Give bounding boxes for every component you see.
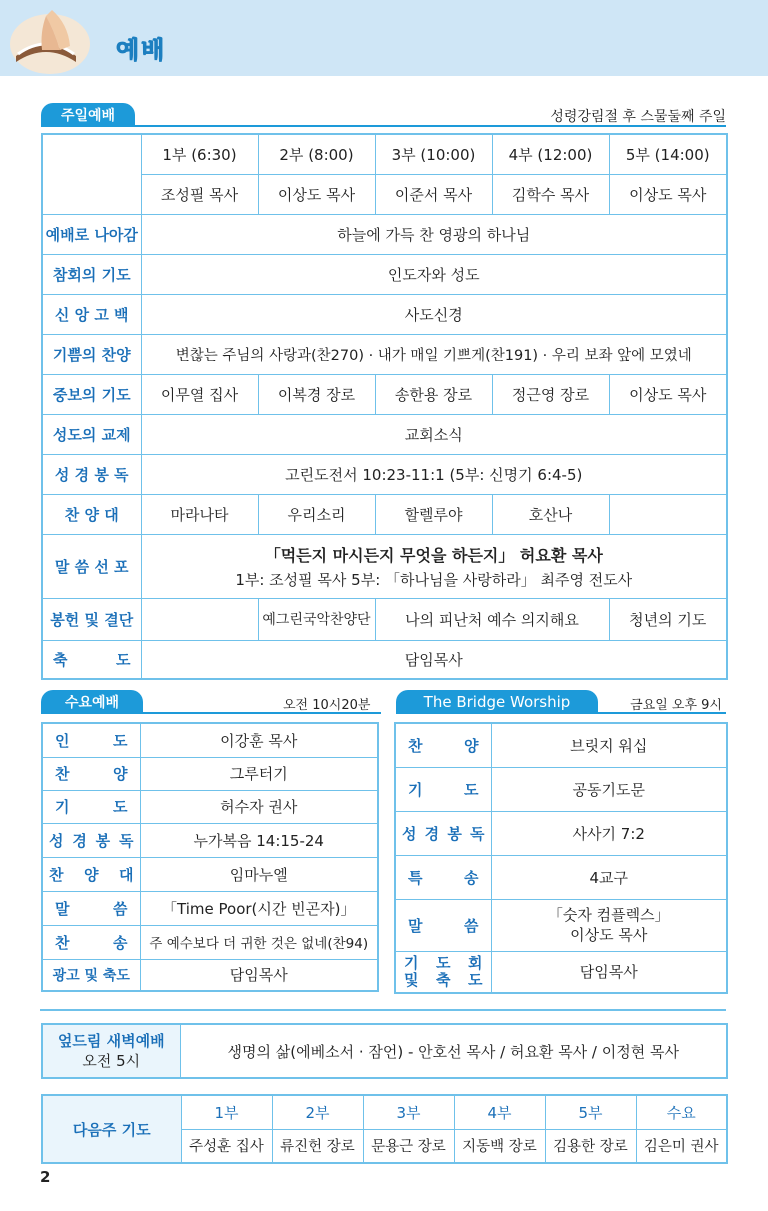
sermon-row <box>42 534 727 598</box>
row-value <box>491 899 727 951</box>
row-label: 중보의 기도 <box>42 374 141 414</box>
page-number: 2 <box>40 1168 51 1186</box>
row-value: 그루터기 <box>140 757 378 790</box>
table-row <box>395 723 727 767</box>
wednesday-worship-table <box>41 722 379 992</box>
service-time: 5부 (14:00) <box>609 134 727 174</box>
choir-name: 우리소리 <box>258 494 375 534</box>
row-value: 사사기 7:2 <box>491 811 727 855</box>
row-label: 찬 양 <box>395 723 491 767</box>
bridge-worship-table <box>394 722 728 994</box>
row-label: 성 경 봉 독 <box>42 823 140 857</box>
column-header: 수요 <box>636 1095 727 1129</box>
table-row <box>395 767 727 811</box>
creed-row <box>42 294 727 334</box>
sermon-speaker: 이상도 목사 <box>570 926 648 944</box>
prayer-leader: 이복경 장로 <box>258 374 375 414</box>
prayer-name: 류진헌 장로 <box>272 1129 363 1163</box>
column-header: 5부 <box>545 1095 636 1129</box>
row-label-line2: 및 축 도 <box>404 970 483 989</box>
table-row <box>42 757 378 790</box>
row-label: 특 송 <box>395 855 491 899</box>
table-row <box>395 951 727 993</box>
row-value: 담임목사 <box>140 959 378 991</box>
column-header: 3부 <box>363 1095 454 1129</box>
row-value: 공동기도문 <box>491 767 727 811</box>
table-row <box>42 1024 727 1078</box>
sermon-subtitle: 1부: 조성필 목사 5부: 「하나님을 사랑하라」 최주영 전도사 <box>235 570 633 589</box>
sunday-subtitle: 성령강림절 후 스물둘째 주일 <box>550 109 726 125</box>
row-value: 4교구 <box>491 855 727 899</box>
table-row <box>42 857 378 891</box>
service-time: 4부 (12:00) <box>492 134 609 174</box>
offering-item: 예그린국악찬양단 <box>258 598 375 640</box>
choir-name: 호산나 <box>492 494 609 534</box>
prayer-name: 문용근 장로 <box>363 1129 454 1163</box>
prayer-leader: 송한용 장로 <box>375 374 492 414</box>
row-label: 기 도 <box>395 767 491 811</box>
prayer-name: 지동백 장로 <box>454 1129 545 1163</box>
sunday-worship-table <box>41 133 728 680</box>
service-pastor: 조성필 목사 <box>141 174 258 214</box>
intercession-row <box>42 374 727 414</box>
row-label: 찬 송 <box>42 925 140 959</box>
hymn-row <box>42 334 727 374</box>
row-label: 말 씀 선 포 <box>42 534 141 598</box>
offering-item: 나의 피난처 예수 의지해요 <box>375 598 609 640</box>
row-label: 찬 양 대 <box>42 494 141 534</box>
service-time: 3부 (10:00) <box>375 134 492 174</box>
service-time-row <box>42 134 727 174</box>
row-label: 참회의 기도 <box>42 254 141 294</box>
offering-item: 청년의 기도 <box>609 598 727 640</box>
sermon-title: 「먹든지 마시든지 무엇을 하든지」 허요환 목사 <box>264 545 603 565</box>
row-label: 축 도 <box>42 640 141 679</box>
wednesday-worship-tab: 수요예배 <box>41 690 143 714</box>
column-header: 4부 <box>454 1095 545 1129</box>
scripture-row <box>42 454 727 494</box>
offering-item <box>141 598 258 640</box>
row-value: 브릿지 워십 <box>491 723 727 767</box>
row-value: 누가복음 14:15-24 <box>140 823 378 857</box>
sermon-cell <box>141 534 727 598</box>
next-week-label: 다음주 기도 <box>42 1095 181 1163</box>
choir-name <box>609 494 727 534</box>
choir-name: 마라나타 <box>141 494 258 534</box>
table-row <box>395 811 727 855</box>
row-label: 성 경 봉 독 <box>42 454 141 494</box>
dawn-time: 오전 5시 <box>82 1052 141 1070</box>
row-label: 기 도 <box>42 790 140 823</box>
dawn-label-cell <box>42 1024 180 1078</box>
row-value: 임마누엘 <box>140 857 378 891</box>
table-row <box>42 891 378 925</box>
column-header: 1부 <box>181 1095 272 1129</box>
row-value: 「Time Poor(시간 빈곤자)」 <box>140 891 378 925</box>
page-title: 예배 <box>116 36 167 64</box>
row-value: 주 예수보다 더 귀한 것은 없네(찬94) <box>140 925 378 959</box>
table-row <box>42 790 378 823</box>
prayer-leader: 이무열 집사 <box>141 374 258 414</box>
row-value: 이강훈 목사 <box>140 723 378 757</box>
choir-row <box>42 494 727 534</box>
row-label <box>395 951 491 993</box>
next-week-prayer-table <box>41 1094 728 1164</box>
column-header: 2부 <box>272 1095 363 1129</box>
blank-corner-cell <box>42 134 141 214</box>
row-label: 신 앙 고 백 <box>42 294 141 334</box>
row-value: 교회소식 <box>141 414 727 454</box>
row-label: 기쁨의 찬양 <box>42 334 141 374</box>
row-value: 변찮는 주님의 사랑과(찬270) · 내가 매일 기쁘게(찬191) · 우리 보좌 앞에 모였네 <box>141 334 727 374</box>
row-label: 말 씀 <box>395 899 491 951</box>
row-value: 허수자 권사 <box>140 790 378 823</box>
row-label-line1: 기 도 회 <box>404 953 483 972</box>
sunday-worship-tab: 주일예배 <box>41 103 135 127</box>
row-value: 하늘에 가득 찬 영광의 하나님 <box>141 214 727 254</box>
row-label: 봉헌 및 결단 <box>42 598 141 640</box>
prayer-leader: 이상도 목사 <box>609 374 727 414</box>
table-row <box>42 959 378 991</box>
wednesday-time: 오전 10시20분 <box>283 698 371 713</box>
dawn-label: 엎드림 새벽예배 <box>57 1032 165 1050</box>
row-value: 사도신경 <box>141 294 727 334</box>
service-time: 2부 (8:00) <box>258 134 375 174</box>
row-label: 성 경 봉 독 <box>395 811 491 855</box>
service-pastor-row <box>42 174 727 214</box>
table-row <box>42 925 378 959</box>
row-label: 찬 양 대 <box>42 857 140 891</box>
call-to-worship-row <box>42 214 727 254</box>
service-pastor: 김학수 목사 <box>492 174 609 214</box>
confession-row <box>42 254 727 294</box>
prayer-name: 김은미 권사 <box>636 1129 727 1163</box>
row-value: 담임목사 <box>141 640 727 679</box>
prayer-name: 주성훈 집사 <box>181 1129 272 1163</box>
table-row <box>395 899 727 951</box>
offering-row <box>42 598 727 640</box>
table-row <box>42 1095 727 1129</box>
service-pastor: 이상도 목사 <box>609 174 727 214</box>
row-label: 예배로 나아감 <box>42 214 141 254</box>
row-label: 찬 양 <box>42 757 140 790</box>
table-row <box>395 855 727 899</box>
dawn-value: 생명의 삶(에베소서 · 잠언) - 안호선 목사 / 허요환 목사 / 이정현 목사 <box>180 1024 727 1078</box>
prayer-name: 김용한 장로 <box>545 1129 636 1163</box>
row-label: 말 씀 <box>42 891 140 925</box>
service-pastor: 이준서 목사 <box>375 174 492 214</box>
fellowship-row <box>42 414 727 454</box>
row-value: 인도자와 성도 <box>141 254 727 294</box>
row-value: 담임목사 <box>491 951 727 993</box>
service-time: 1부 (6:30) <box>141 134 258 174</box>
header-band <box>0 0 768 76</box>
bridge-time: 금요일 오후 9시 <box>630 698 722 713</box>
benediction-row <box>42 640 727 679</box>
prayer-leader: 정근영 장로 <box>492 374 609 414</box>
praying-hands-bible-icon <box>6 4 98 74</box>
section-divider <box>40 1009 726 1011</box>
table-row <box>42 823 378 857</box>
service-pastor: 이상도 목사 <box>258 174 375 214</box>
row-label: 인 도 <box>42 723 140 757</box>
table-row <box>42 723 378 757</box>
bridge-worship-tab: The Bridge Worship <box>396 690 598 714</box>
sermon-title: 「숫자 컴플렉스」 <box>547 906 670 924</box>
dawn-worship-table <box>41 1023 728 1079</box>
choir-name: 할렐루야 <box>375 494 492 534</box>
row-label: 광고 및 축도 <box>42 959 140 991</box>
row-value: 고린도전서 10:23-11:1 (5부: 신명기 6:4-5) <box>141 454 727 494</box>
row-label: 성도의 교제 <box>42 414 141 454</box>
